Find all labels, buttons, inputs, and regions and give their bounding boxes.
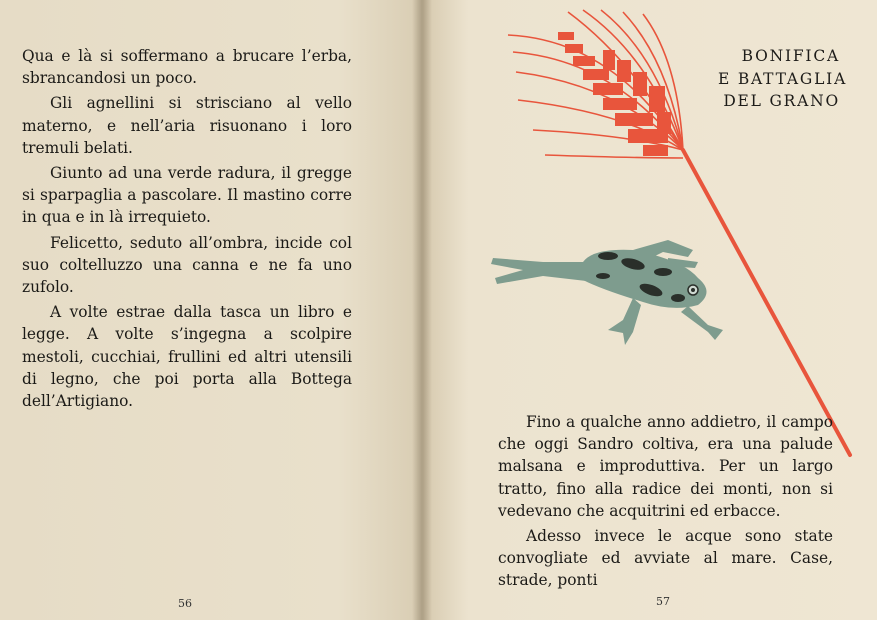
paragraph: Qua e là si soffermano a brucare l’erba, sbrancandosi un poco. (22, 47, 352, 88)
chapter-title-line: BONIFICA (741, 47, 840, 65)
frog-icon (491, 240, 723, 345)
paragraph: Fino a qualche anno addietro, il campo che oggi Sandro coltiva, era una palude malsana e improduttiva. Per un largo tratto, fino alla radice dei monti, non si vedevano che acquitrini ed erbacce. (498, 413, 833, 520)
paragraph: A volte estrae dalla tasca un libro e legge. A volte s’ingegna a scolpire mestoli, cucchiai, frullini ed altri utensili di legno, che poi porta alla Bottega dell’Artigiano. (22, 303, 352, 411)
book-gutter (412, 0, 432, 620)
page-number-left: 56 (178, 597, 192, 610)
paragraph: Adesso invece le acque sono state convogliate ed avviate al mare. Case, strade, ponti (498, 527, 833, 590)
paragraph: Giunto ad una verde radura, il gregge si sparpaglia a pascolare. Il mastino corre in qua e in là irrequieto. (22, 164, 352, 227)
chapter-title-line: DEL GRANO (723, 92, 840, 110)
paragraph: Gli agnellini si strisciano al vello materno, e nell’aria risuonano i loro tremuli belati. (22, 94, 352, 157)
right-page-text (498, 411, 833, 595)
left-page-text (22, 45, 352, 415)
left-page (0, 0, 423, 620)
right-page (423, 0, 877, 620)
chapter-title-line: E BATTAGLIA (718, 69, 848, 88)
paragraph: Felicetto, seduto all’ombra, incide col suo coltelluzzo una canna e ne fa uno zufolo. (22, 233, 352, 297)
chapter-title (718, 45, 848, 113)
page-number-right: 57 (656, 595, 670, 608)
